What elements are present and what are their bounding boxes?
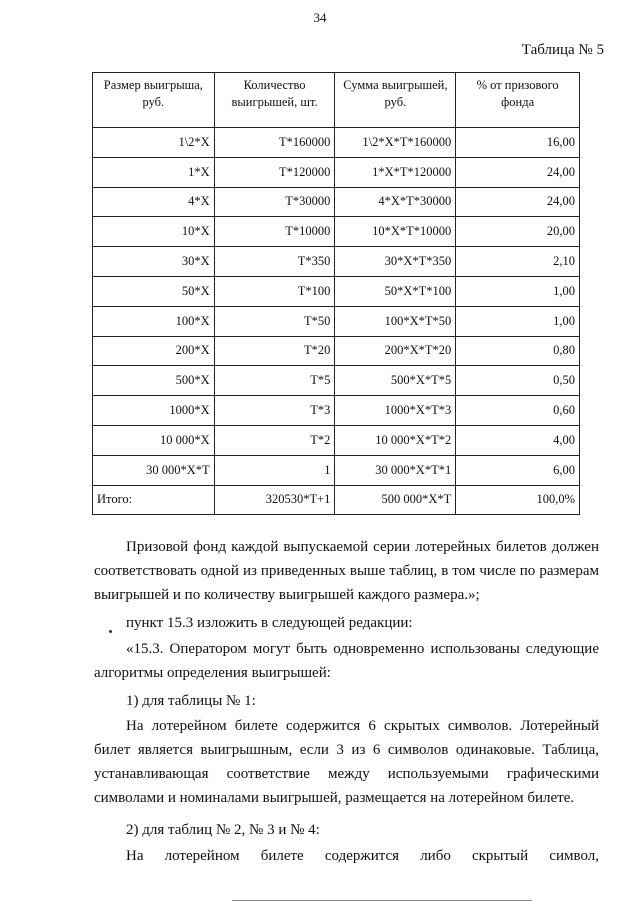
table-total-row (93, 485, 580, 515)
total-sum: 500 000*Х*Т (335, 485, 456, 515)
cell-prize-sum: 100*Х*Т*50 (335, 306, 456, 336)
header-fund-percent: % от призового фонда (456, 73, 580, 128)
table-row (93, 128, 580, 158)
paragraph-prize-fund: Призовой фонд каждой выпускаемой серии лотерейных билетов должен соответствовать одной из приведенных выше таблиц, в том числе по размерам выигрышей и по количеству выигрышей каждого размера.»; (94, 539, 599, 603)
table-row (93, 157, 580, 187)
cell-fund-percent: 2,10 (456, 247, 580, 277)
cell-prize-size: 1000*Х (93, 396, 215, 426)
cell-prize-count: 1 (214, 455, 335, 485)
table-row (93, 455, 580, 485)
header-prize-sum: Сумма выигрышей, руб. (335, 73, 456, 128)
cell-fund-percent: 24,00 (456, 157, 580, 187)
table-row (93, 425, 580, 455)
table-row (93, 306, 580, 336)
paragraph-table-1: 1) для таблицы № 1: (126, 693, 256, 709)
paragraph-clause-intro: пункт 15.3 изложить в следующей редакции: (126, 615, 413, 631)
cell-prize-sum: 1*Х*Т*120000 (335, 157, 456, 187)
cell-prize-sum: 4*Х*Т*30000 (335, 187, 456, 217)
cell-prize-size: 10 000*Х (93, 425, 215, 455)
cell-fund-percent: 0,50 (456, 366, 580, 396)
cell-prize-size: 200*Х (93, 336, 215, 366)
cell-fund-percent: 20,00 (456, 217, 580, 247)
paragraph-tables-2-3-4: 2) для таблиц № 2, № 3 и № 4: (126, 822, 320, 838)
cell-fund-percent: 24,00 (456, 187, 580, 217)
cell-prize-sum: 1\2*Х*Т*160000 (335, 128, 456, 158)
cell-fund-percent: 0,80 (456, 336, 580, 366)
scan-edge-line (232, 900, 532, 901)
header-prize-count: Количество выигрышей, шт. (214, 73, 335, 128)
table-row (93, 336, 580, 366)
cell-prize-count: Т*5 (214, 366, 335, 396)
cell-prize-size: 4*Х (93, 187, 215, 217)
cell-prize-size: 50*Х (93, 276, 215, 306)
cell-prize-sum: 10*Х*Т*10000 (335, 217, 456, 247)
paragraph-clause-15-3: «15.3. Оператором могут быть одновременно использованы следующие алгоритмы определения выигрышей: (94, 641, 599, 681)
paragraph-ticket-symbols: На лотерейном билете содержится 6 скрытых символов. Лотерейный билет является выигрышным, если 3 из 6 символов одинаковые. Таблица, устанавливающая соответствие между используемыми графическими символами и номиналами выигрышей, размещается на лотерейном билете. (94, 718, 599, 806)
total-label: Итого: (93, 485, 215, 515)
cell-prize-count: Т*160000 (214, 128, 335, 158)
total-count: 320530*Т+1 (214, 485, 335, 515)
table-row (93, 366, 580, 396)
cell-prize-size: 30*Х (93, 247, 215, 277)
cell-prize-count: Т*120000 (214, 157, 335, 187)
cell-prize-size: 500*Х (93, 366, 215, 396)
total-percent: 100,0% (456, 485, 580, 515)
paragraph-hidden-symbol: На лотерейном билете содержится либо скрытый символ, (126, 848, 599, 864)
cell-prize-size: 100*Х (93, 306, 215, 336)
cell-prize-count: Т*30000 (214, 187, 335, 217)
cell-prize-sum: 30 000*Х*Т*1 (335, 455, 456, 485)
cell-fund-percent: 6,00 (456, 455, 580, 485)
cell-prize-size: 1\2*Х (93, 128, 215, 158)
cell-prize-sum: 500*Х*Т*5 (335, 366, 456, 396)
header-prize-size: Размер выигрыша, руб. (93, 73, 215, 128)
cell-fund-percent: 4,00 (456, 425, 580, 455)
cell-prize-sum: 10 000*Х*Т*2 (335, 425, 456, 455)
cell-prize-count: Т*20 (214, 336, 335, 366)
table-header-row (93, 73, 580, 128)
cell-prize-count: Т*3 (214, 396, 335, 426)
prize-table (92, 72, 580, 515)
stray-dot (109, 630, 112, 633)
cell-fund-percent: 16,00 (456, 128, 580, 158)
cell-prize-count: Т*10000 (214, 217, 335, 247)
cell-prize-sum: 50*Х*Т*100 (335, 276, 456, 306)
page-number: 34 (313, 10, 327, 25)
cell-fund-percent: 1,00 (456, 276, 580, 306)
cell-prize-sum: 1000*Х*Т*3 (335, 396, 456, 426)
table-row (93, 217, 580, 247)
table-row (93, 396, 580, 426)
cell-prize-sum: 200*Х*Т*20 (335, 336, 456, 366)
cell-fund-percent: 1,00 (456, 306, 580, 336)
table-caption: Таблица № 5 (521, 42, 604, 58)
cell-prize-size: 30 000*Х*Т (93, 455, 215, 485)
cell-prize-size: 10*Х (93, 217, 215, 247)
cell-prize-count: Т*2 (214, 425, 335, 455)
cell-prize-count: Т*100 (214, 276, 335, 306)
cell-fund-percent: 0,60 (456, 396, 580, 426)
cell-prize-count: Т*50 (214, 306, 335, 336)
table-row (93, 276, 580, 306)
cell-prize-count: Т*350 (214, 247, 335, 277)
table-row (93, 247, 580, 277)
cell-prize-size: 1*Х (93, 157, 215, 187)
table-row (93, 187, 580, 217)
cell-prize-sum: 30*Х*Т*350 (335, 247, 456, 277)
